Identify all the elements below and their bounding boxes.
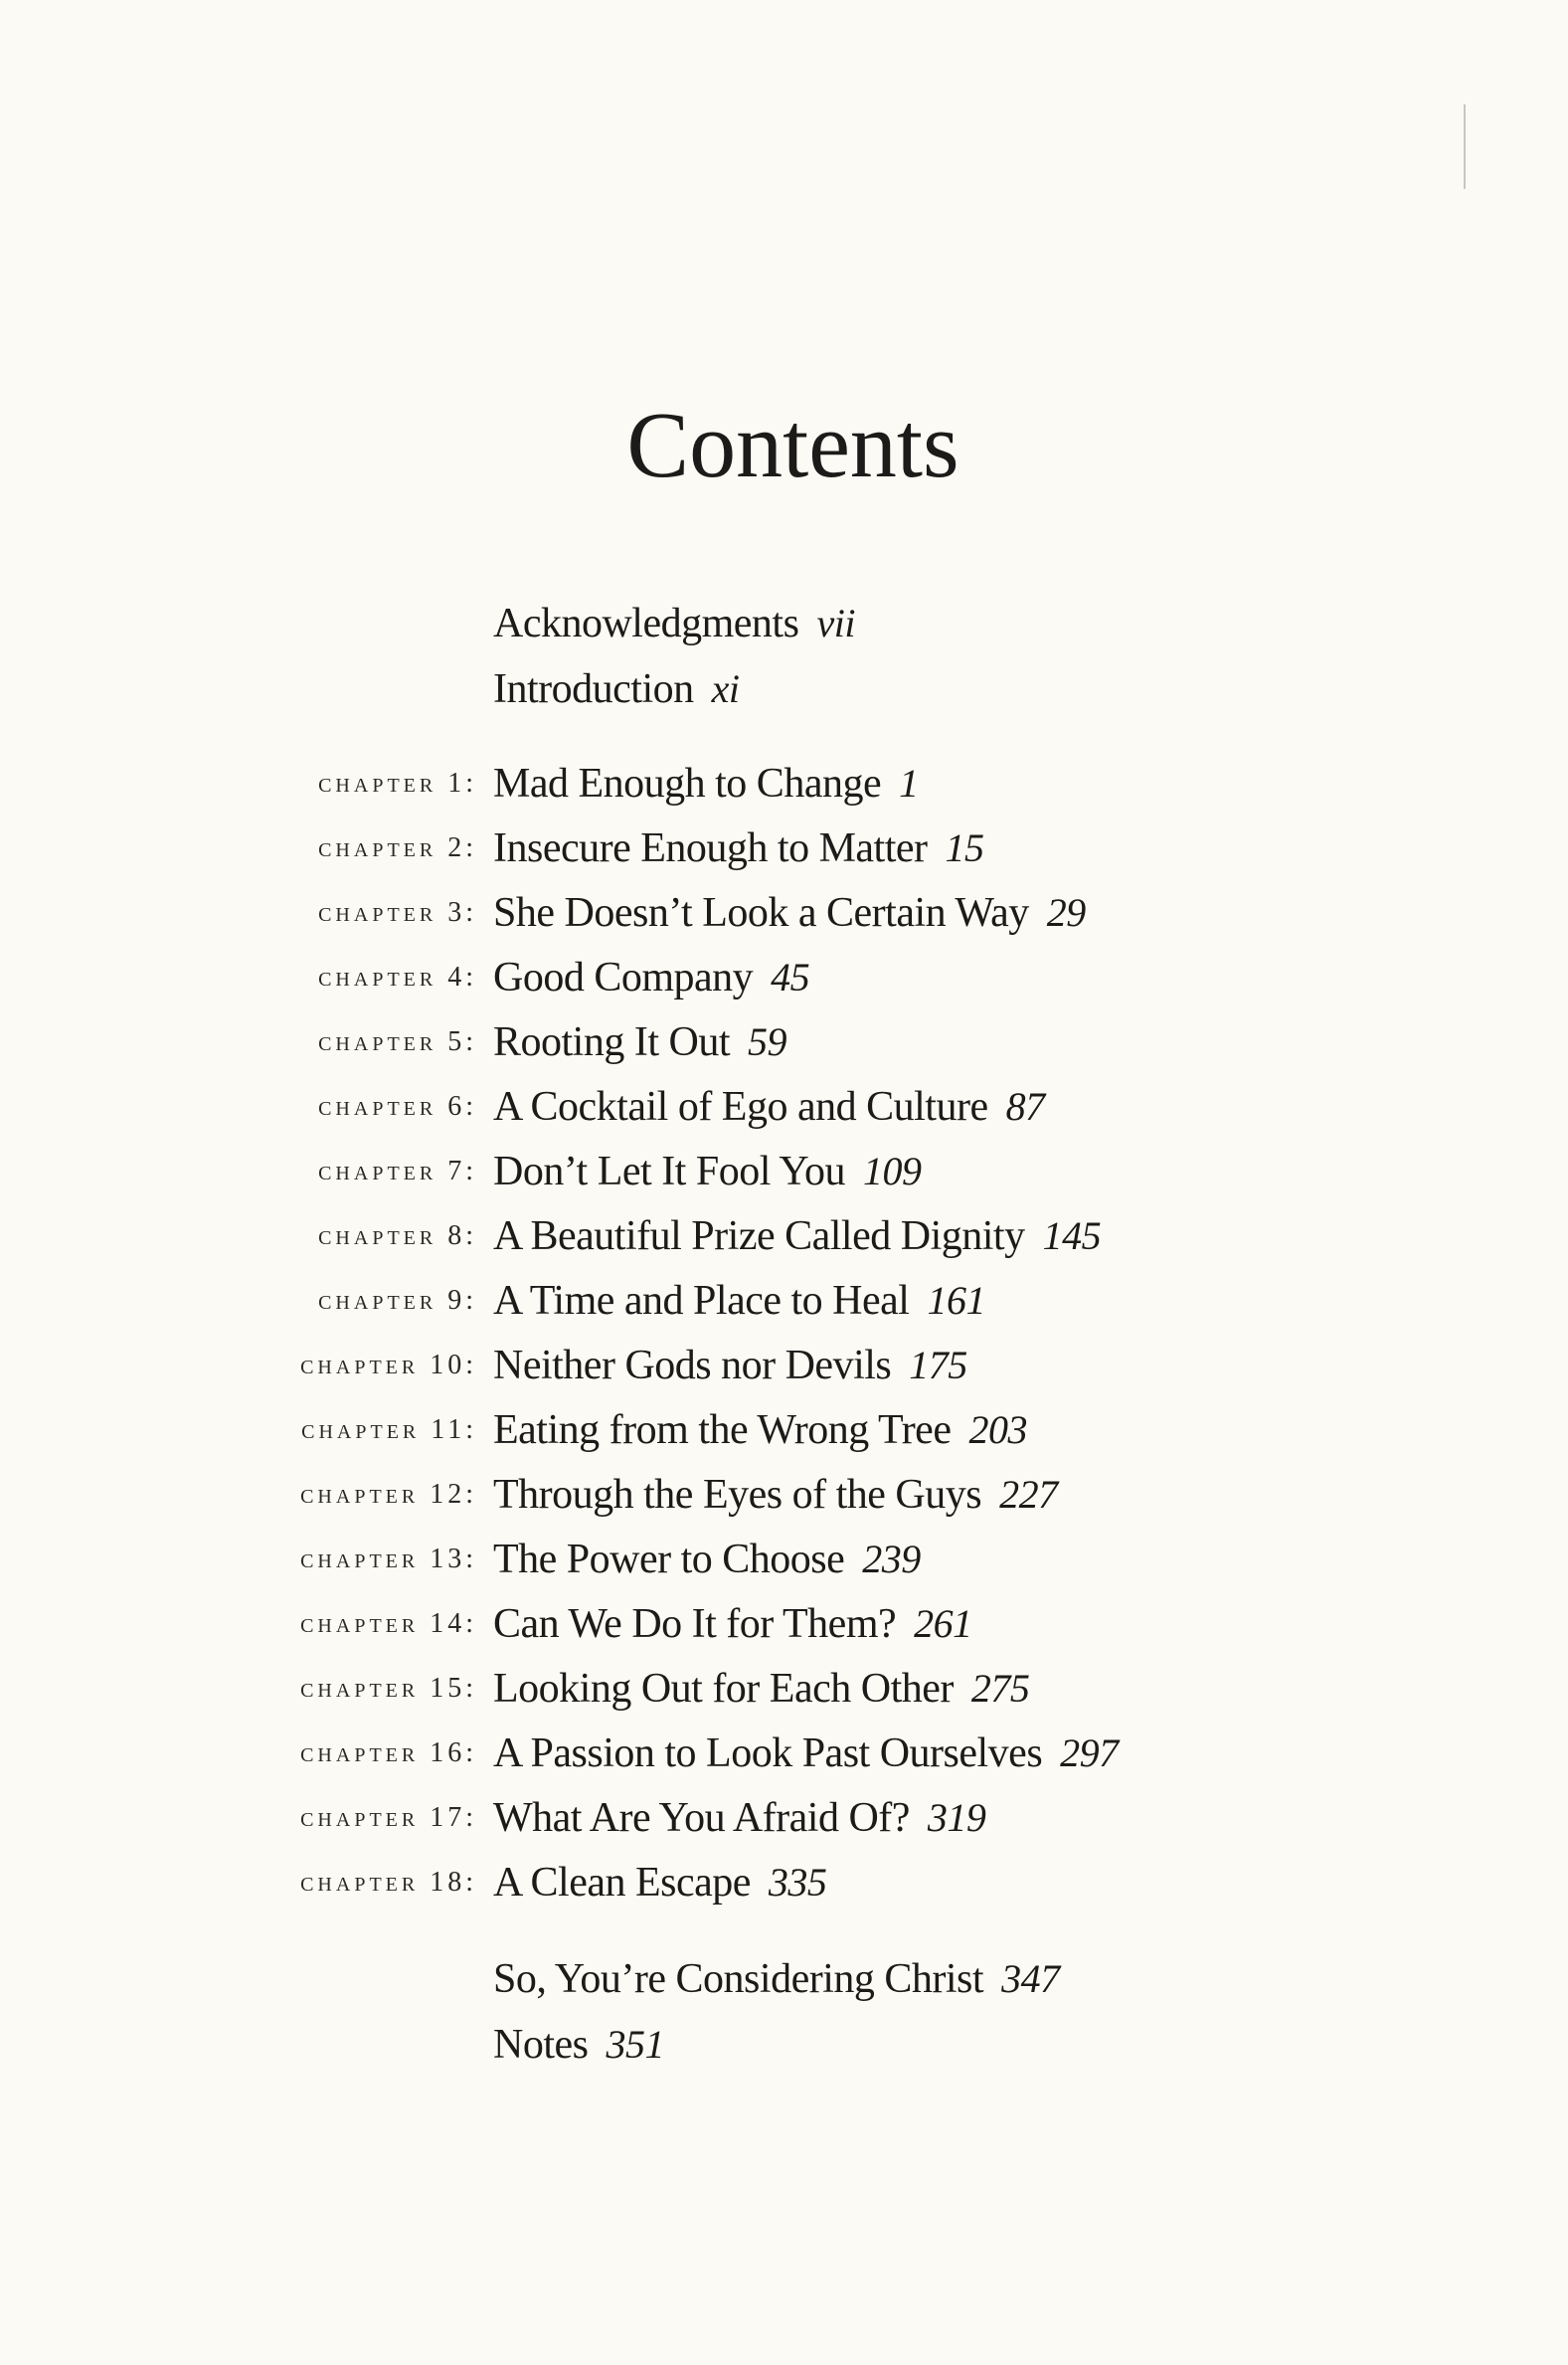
- toc-entry-text: [493, 1139, 921, 1204]
- toc-page-number: 297: [1060, 1730, 1119, 1775]
- toc-page-number: 15: [945, 825, 984, 870]
- chapter-label: chapter 9:: [318, 1285, 477, 1316]
- chapter-label: chapter 8:: [318, 1220, 477, 1251]
- chapter-title: Neither Gods nor Devils: [493, 1343, 892, 1388]
- chapter-title: Insecure Enough to Matter: [493, 825, 928, 871]
- toc-page-number: 351: [606, 2022, 664, 2067]
- front-matter-list: [0, 591, 1568, 722]
- toc-entry-text: [493, 1946, 1060, 2012]
- toc-entry-text: [493, 1850, 826, 1915]
- chapter-title: Mad Enough to Change: [493, 761, 882, 807]
- chapter-label: chapter 5:: [318, 1026, 477, 1057]
- chapter-title: Rooting It Out: [493, 1019, 731, 1065]
- chapter-label: chapter 4:: [318, 962, 477, 993]
- toc-entry-title: Introduction: [493, 666, 694, 712]
- toc-entry-text: [493, 1721, 1119, 1786]
- toc-chapter-13[interactable]: [0, 1527, 1568, 1591]
- chapter-title: She Doesn’t Look a Certain Way: [493, 890, 1029, 936]
- toc-chapter-15[interactable]: [0, 1656, 1568, 1721]
- chapter-title: A Cocktail of Ego and Culture: [493, 1084, 988, 1130]
- chapter-title: Looking Out for Each Other: [493, 1666, 954, 1712]
- chapter-label: chapter 7:: [318, 1156, 477, 1186]
- toc-entry-text: [493, 1527, 921, 1592]
- toc-entry-considering-christ[interactable]: [0, 1946, 1568, 2012]
- page-title: Contents: [626, 394, 959, 497]
- page-edge-mark: [1464, 104, 1466, 189]
- toc-entry-acknowledgments[interactable]: [0, 591, 1568, 656]
- chapter-label: chapter 2:: [318, 832, 477, 863]
- chapter-label: chapter 3:: [318, 897, 477, 928]
- chapter-label: chapter 1:: [318, 768, 477, 799]
- back-matter-list: [0, 1946, 1568, 2078]
- toc-page-number: 175: [909, 1343, 967, 1387]
- toc-page-number: vii: [816, 601, 855, 645]
- toc-chapter-3[interactable]: [0, 880, 1568, 945]
- toc-chapter-16[interactable]: [0, 1721, 1568, 1785]
- toc-chapter-11[interactable]: [0, 1397, 1568, 1462]
- chapter-label: chapter 15:: [300, 1673, 477, 1704]
- toc-entry-text: [493, 1074, 1045, 1140]
- chapter-label: chapter 10:: [300, 1350, 477, 1380]
- toc-entry-text: [493, 1268, 985, 1334]
- toc-entry-notes[interactable]: [0, 2012, 1568, 2078]
- toc-chapter-18[interactable]: [0, 1850, 1568, 1914]
- toc-page-number: 145: [1042, 1213, 1102, 1258]
- chapter-label: chapter 16:: [300, 1737, 477, 1768]
- chapter-label: chapter 6:: [318, 1091, 477, 1122]
- toc-chapter-17[interactable]: [0, 1785, 1568, 1850]
- toc-chapter-1[interactable]: [0, 751, 1568, 816]
- toc-page-number: 59: [748, 1019, 787, 1064]
- toc-page-number: 227: [999, 1472, 1058, 1517]
- toc-entry-title: Notes: [493, 2022, 589, 2068]
- toc-entry-text: [493, 1203, 1101, 1269]
- toc-chapter-14[interactable]: [0, 1591, 1568, 1656]
- toc-entry-text: [493, 945, 809, 1010]
- toc-entry-title: Acknowledgments: [493, 601, 799, 646]
- toc-chapter-12[interactable]: [0, 1462, 1568, 1527]
- toc-page-number: 109: [862, 1149, 922, 1193]
- chapter-label: chapter 17:: [300, 1802, 477, 1833]
- toc-entry-text: [493, 816, 984, 881]
- toc-chapter-5[interactable]: [0, 1009, 1568, 1074]
- toc-chapter-7[interactable]: [0, 1139, 1568, 1203]
- chapter-title: A Passion to Look Past Ourselves: [493, 1730, 1043, 1776]
- chapter-label: chapter 14:: [300, 1608, 477, 1639]
- toc-entry-text: [493, 1397, 1027, 1463]
- toc-page-number: 275: [970, 1666, 1030, 1711]
- toc-page-number: 161: [927, 1278, 985, 1323]
- toc-page-number: 335: [768, 1860, 827, 1905]
- toc-page-number: 1: [899, 761, 919, 806]
- toc-page-number: 347: [1001, 1956, 1060, 2001]
- toc-page-number: 45: [771, 955, 810, 1000]
- chapter-title: The Power to Choose: [493, 1537, 845, 1582]
- toc-entry-text: [493, 880, 1086, 946]
- toc-entry-introduction[interactable]: [0, 656, 1568, 722]
- toc-entry-text: [493, 1656, 1029, 1722]
- toc-page-number: 261: [914, 1601, 972, 1646]
- chapter-title: A Clean Escape: [493, 1860, 751, 1906]
- toc-chapter-10[interactable]: [0, 1333, 1568, 1397]
- toc-entry-text: [493, 591, 855, 656]
- chapter-title: What Are You Afraid Of?: [493, 1795, 910, 1841]
- chapter-title: Eating from the Wrong Tree: [493, 1407, 952, 1453]
- chapter-label: chapter 11:: [301, 1414, 477, 1445]
- toc-chapter-2[interactable]: [0, 816, 1568, 880]
- toc-entry-text: [493, 2012, 664, 2078]
- toc-entry-text: [493, 1591, 972, 1657]
- toc-entry-title: So, You’re Considering Christ: [493, 1956, 984, 2002]
- toc-page-number: xi: [711, 666, 740, 711]
- toc-entry-text: [493, 1009, 786, 1075]
- toc-page-number: 239: [862, 1537, 921, 1581]
- chapter-label: chapter 18:: [300, 1867, 477, 1898]
- toc-entry-text: [493, 1785, 985, 1851]
- toc-chapter-9[interactable]: [0, 1268, 1568, 1333]
- toc-page-number: 203: [968, 1407, 1027, 1452]
- toc-chapter-8[interactable]: [0, 1203, 1568, 1268]
- chapter-label: chapter 12:: [300, 1479, 477, 1510]
- chapter-list: [0, 751, 1568, 1914]
- chapter-title: A Beautiful Prize Called Dignity: [493, 1213, 1025, 1259]
- chapter-label: chapter 13:: [300, 1544, 477, 1574]
- toc-chapter-6[interactable]: [0, 1074, 1568, 1139]
- toc-entry-text: [493, 656, 740, 722]
- chapter-title: Through the Eyes of the Guys: [493, 1472, 982, 1518]
- toc-chapter-4[interactable]: [0, 945, 1568, 1009]
- chapter-title: Don’t Let It Fool You: [493, 1149, 845, 1194]
- toc-entry-text: [493, 1462, 1058, 1528]
- chapter-title: Can We Do It for Them?: [493, 1601, 897, 1647]
- toc-entry-text: [493, 1333, 967, 1398]
- toc-page-number: 87: [1005, 1084, 1045, 1129]
- chapter-title: A Time and Place to Heal: [493, 1278, 910, 1324]
- toc-page-number: 29: [1046, 890, 1086, 935]
- chapter-title: Good Company: [493, 955, 754, 1001]
- toc-entry-text: [493, 751, 919, 817]
- toc-page-number: 319: [927, 1795, 986, 1840]
